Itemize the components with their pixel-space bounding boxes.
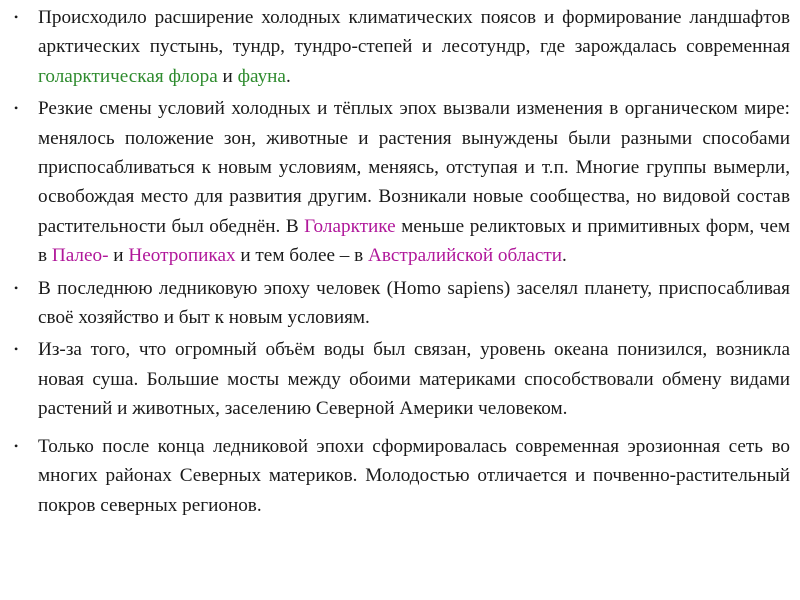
text-segment: и bbox=[108, 245, 129, 267]
text-segment: и bbox=[217, 65, 238, 87]
text-segment: и тем более – в bbox=[235, 245, 369, 267]
text-segment: Происходило расширение холодных климатических поясов и формирование ландшафтов арктических пустынь, тундр, тундро-степей и лесотундр, где зарождалась современная bbox=[38, 7, 790, 58]
text-segment: . bbox=[285, 65, 291, 87]
bullet-item-homo-sapiens bbox=[12, 274, 790, 333]
text-segment: Из-за того, что огромный объём воды был связан, уровень океана понизился, возникла новая суша. Большие мосты между обоими материками способствовали обмену видами растений и животных, заселению Северной Америки человеком. bbox=[38, 339, 790, 420]
highlight-paleo: Палео- bbox=[51, 245, 109, 267]
bullet-list bbox=[12, 3, 790, 520]
highlight-fauna: фауна bbox=[237, 65, 286, 87]
text-segment: . bbox=[562, 245, 567, 267]
highlight-neotropics: Неотропиках bbox=[128, 245, 236, 267]
bullet-icon: • bbox=[14, 438, 19, 453]
text-segment: В последнюю ледниковую эпоху человек (Homo sapiens) заселял планету, приспосабливая своё хозяйство и быт к новым условиям. bbox=[38, 277, 790, 329]
bullet-item-erosion-network bbox=[12, 432, 790, 520]
bullet-item-cold-belts bbox=[12, 3, 790, 91]
bullet-text bbox=[38, 94, 790, 270]
bullet-text bbox=[38, 3, 790, 91]
bullet-text bbox=[38, 274, 790, 333]
highlight-australian-region: Австралийской области bbox=[368, 245, 563, 267]
text-segment: меньше реликтовых и примитивных форм, чем в bbox=[38, 215, 790, 267]
highlight-holarctic-flora: голарктическая флора bbox=[38, 65, 218, 87]
bullet-text bbox=[38, 335, 790, 423]
bullet-text bbox=[38, 432, 790, 520]
bullet-item-ocean-level bbox=[12, 335, 790, 423]
bullet-item-climate-changes bbox=[12, 94, 790, 270]
bullet-icon: • bbox=[14, 342, 19, 357]
bullet-icon: • bbox=[14, 10, 19, 24]
bullet-icon: • bbox=[14, 101, 19, 116]
text-segment: Резкие смены условий холодных и тёплых эпох вызвали изменения в органическом мире: менялось положение зон, животные и растения вынуждены были разными способами приспосабливаться к новым условиям, меняясь, отступая и т.п. Многие группы вымерли, освобождая место для развития другим. Возникали новые сообщества, но видовой состав растительности был обеднён. В bbox=[38, 98, 790, 237]
bullet-icon: • bbox=[14, 280, 19, 295]
text-segment: Только после конца ледниковой эпохи сформировалась современная эрозионная сеть во многих районах Северных материков. Молодостью отличается и почвенно-растительный покров северных регионов. bbox=[38, 435, 790, 516]
highlight-holarctic: Голарктике bbox=[304, 215, 396, 237]
